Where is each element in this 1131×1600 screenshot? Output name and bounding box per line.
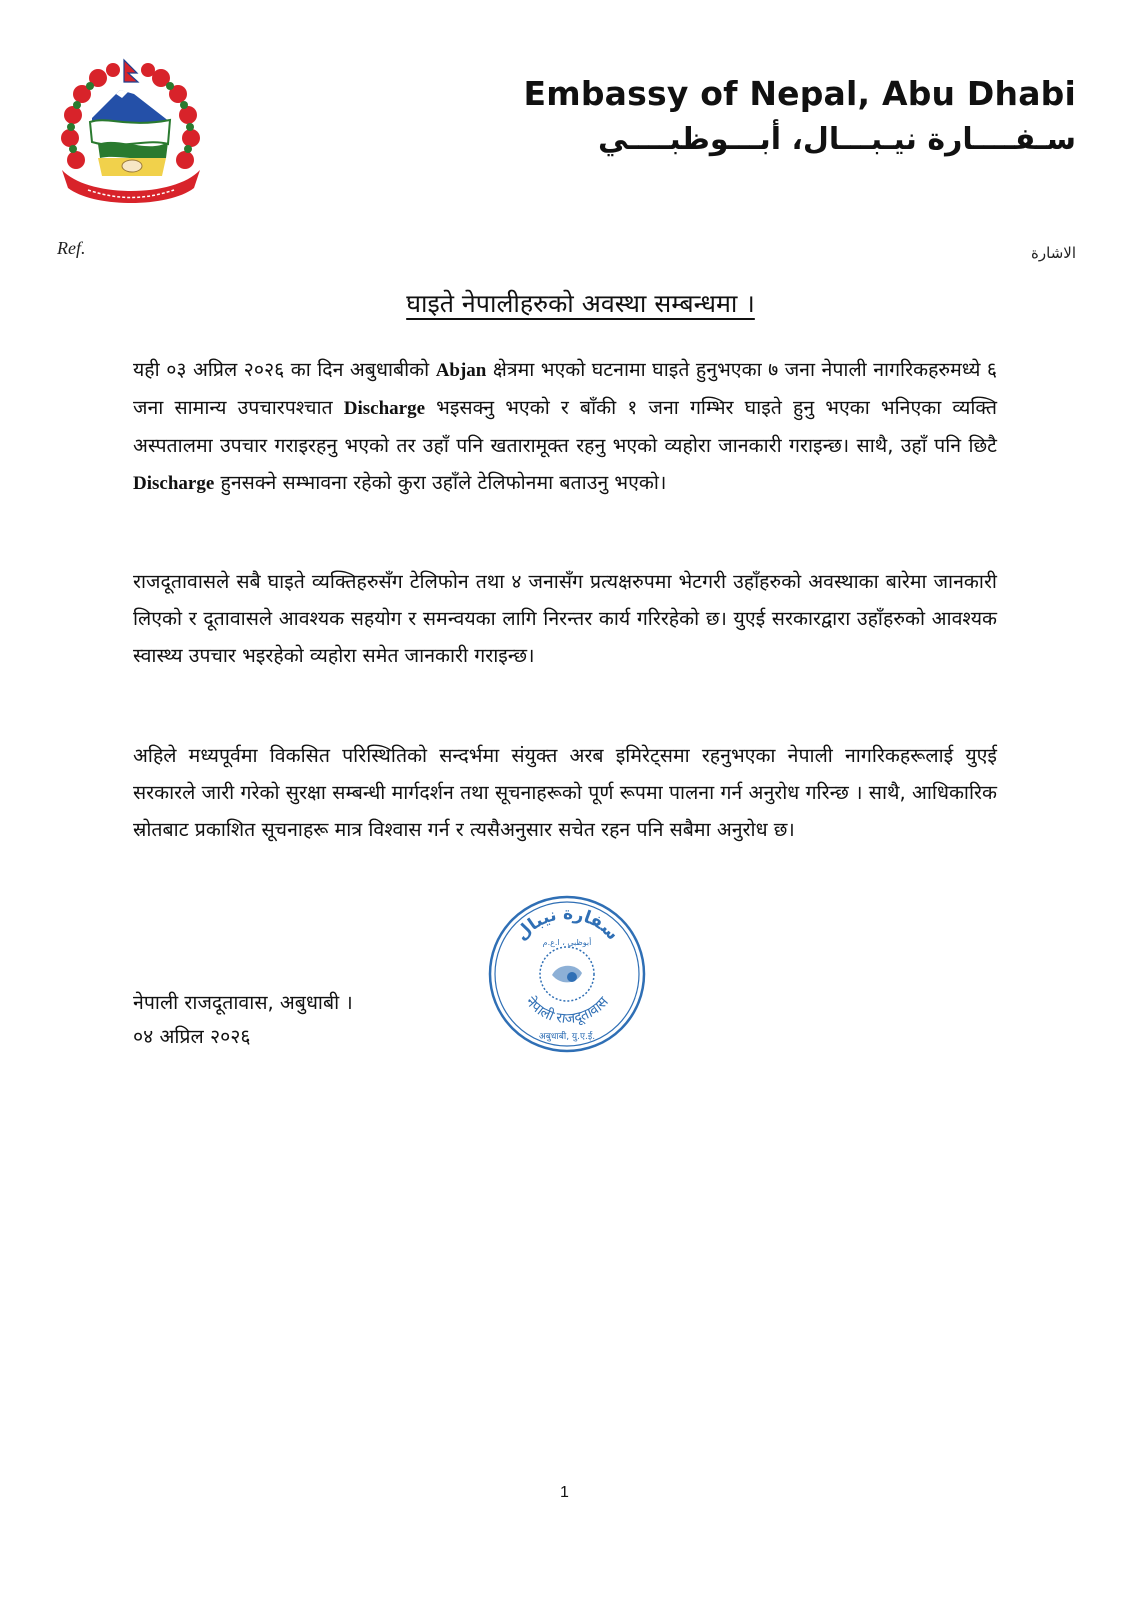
svg-text:سفارة نيبال: سفارة نيبال: [511, 903, 623, 945]
paragraph-1-text: यही ०३ अप्रिल २०२६ का दिन अबुधाबीको: [133, 358, 436, 381]
paragraph-1: [133, 351, 997, 502]
signature-block: [133, 986, 353, 1054]
paragraph-1-text: क्षेत्रमा भएको घटनामा घाइते हुनुभएका ७ जना नेपाली नागरिकहरुमध्ये ६ जना सामान्य उपचारपश्चात: [133, 358, 997, 419]
issuer-name: नेपाली राजदूतावास, अबुधाबी ।: [133, 991, 353, 1014]
svg-text:أبوظبي ، ا.ع.م: أبوظبي ، ا.ع.م: [542, 938, 592, 947]
letterhead-title-arabic: سـفــــارة نيـبـــال، أبـــوظبــــي: [598, 122, 1076, 157]
issue-date: ०४ अप्रिल २०२६: [133, 1025, 251, 1048]
embassy-seal-icon: [486, 893, 648, 1055]
paragraph-1-text: भइसक्नु भएको र बाँकी १ जना गम्भिर घाइते हुनु भएका भनिएका व्यक्ति अस्पतालमा उपचार गराइरहनु भएको तर उहाँ पनि खतारामूक्त रहनु भएको व्यहोरा जानकारी गराइन्छ। साथै, उहाँ पनि छिटै: [133, 396, 997, 457]
place-name: Abjan: [435, 360, 487, 381]
subject-line: [0, 286, 1131, 320]
subject-text: घाइते नेपालीहरुको अवस्था सम्बन्धमा ।: [406, 289, 755, 318]
reference-label: Ref.: [57, 238, 86, 258]
letterhead-title: Embassy of Nepal, Abu Dhabi: [523, 74, 1076, 113]
svg-text:अबुधाबी, यु.ए.ई.: अबुधाबी, यु.ए.ई.: [538, 1032, 596, 1042]
reference-label-arabic: الاشارة: [1031, 244, 1076, 262]
nepal-coat-of-arms-icon: [58, 58, 204, 208]
page-number: 1: [560, 1484, 569, 1501]
discharge-term: Discharge: [343, 398, 426, 419]
svg-text:नेपाली राजदूतावास: नेपाली राजदूतावास: [522, 994, 612, 1028]
paragraph-3: अहिले मध्यपूर्वमा विकसित परिस्थितिको सन्दर्भमा संयुक्त अरब इमिरेट्समा रहनुभएका नेपाली नागरिकहरूलाई युएई सरकारले जारी गरेको सुरक्षा सम्बन्धी मार्गदर्शन तथा सूचनाहरूको पूर्ण रूपमा पालना गर्न अनुरोध गरिन्छ । साथै, आधिकारिक स्रोतबाट प्रकाशित सूचनाहरू मात्र विश्वास गर्न र त्यसैअनुसार सचेत रहन पनि सबैमा अनुरोध छ।: [133, 744, 997, 841]
paragraph-1-text: हुनसक्ने सम्भावना रहेको कुरा उहाँले टेलिफोनमा बताउनु भएको।: [214, 471, 667, 494]
paragraph-2: राजदूतावासले सबै घाइते व्यक्तिहरुसँग टेलिफोन तथा ४ जनासँग प्रत्यक्षरुपमा भेटगरी उहाँहरुको अवस्थाका बारेमा जानकारी लिएको र दूतावासले आवश्यक सहयोग र समन्वयका लागि निरन्तर कार्य गरिरहेको छ। युएई सरकारद्वारा उहाँहरुको आवश्यक स्वास्थ्य उपचार भइरहेको व्यहोरा समेत जानकारी गराइन्छ।: [133, 570, 997, 667]
discharge-term: Discharge: [133, 473, 215, 494]
